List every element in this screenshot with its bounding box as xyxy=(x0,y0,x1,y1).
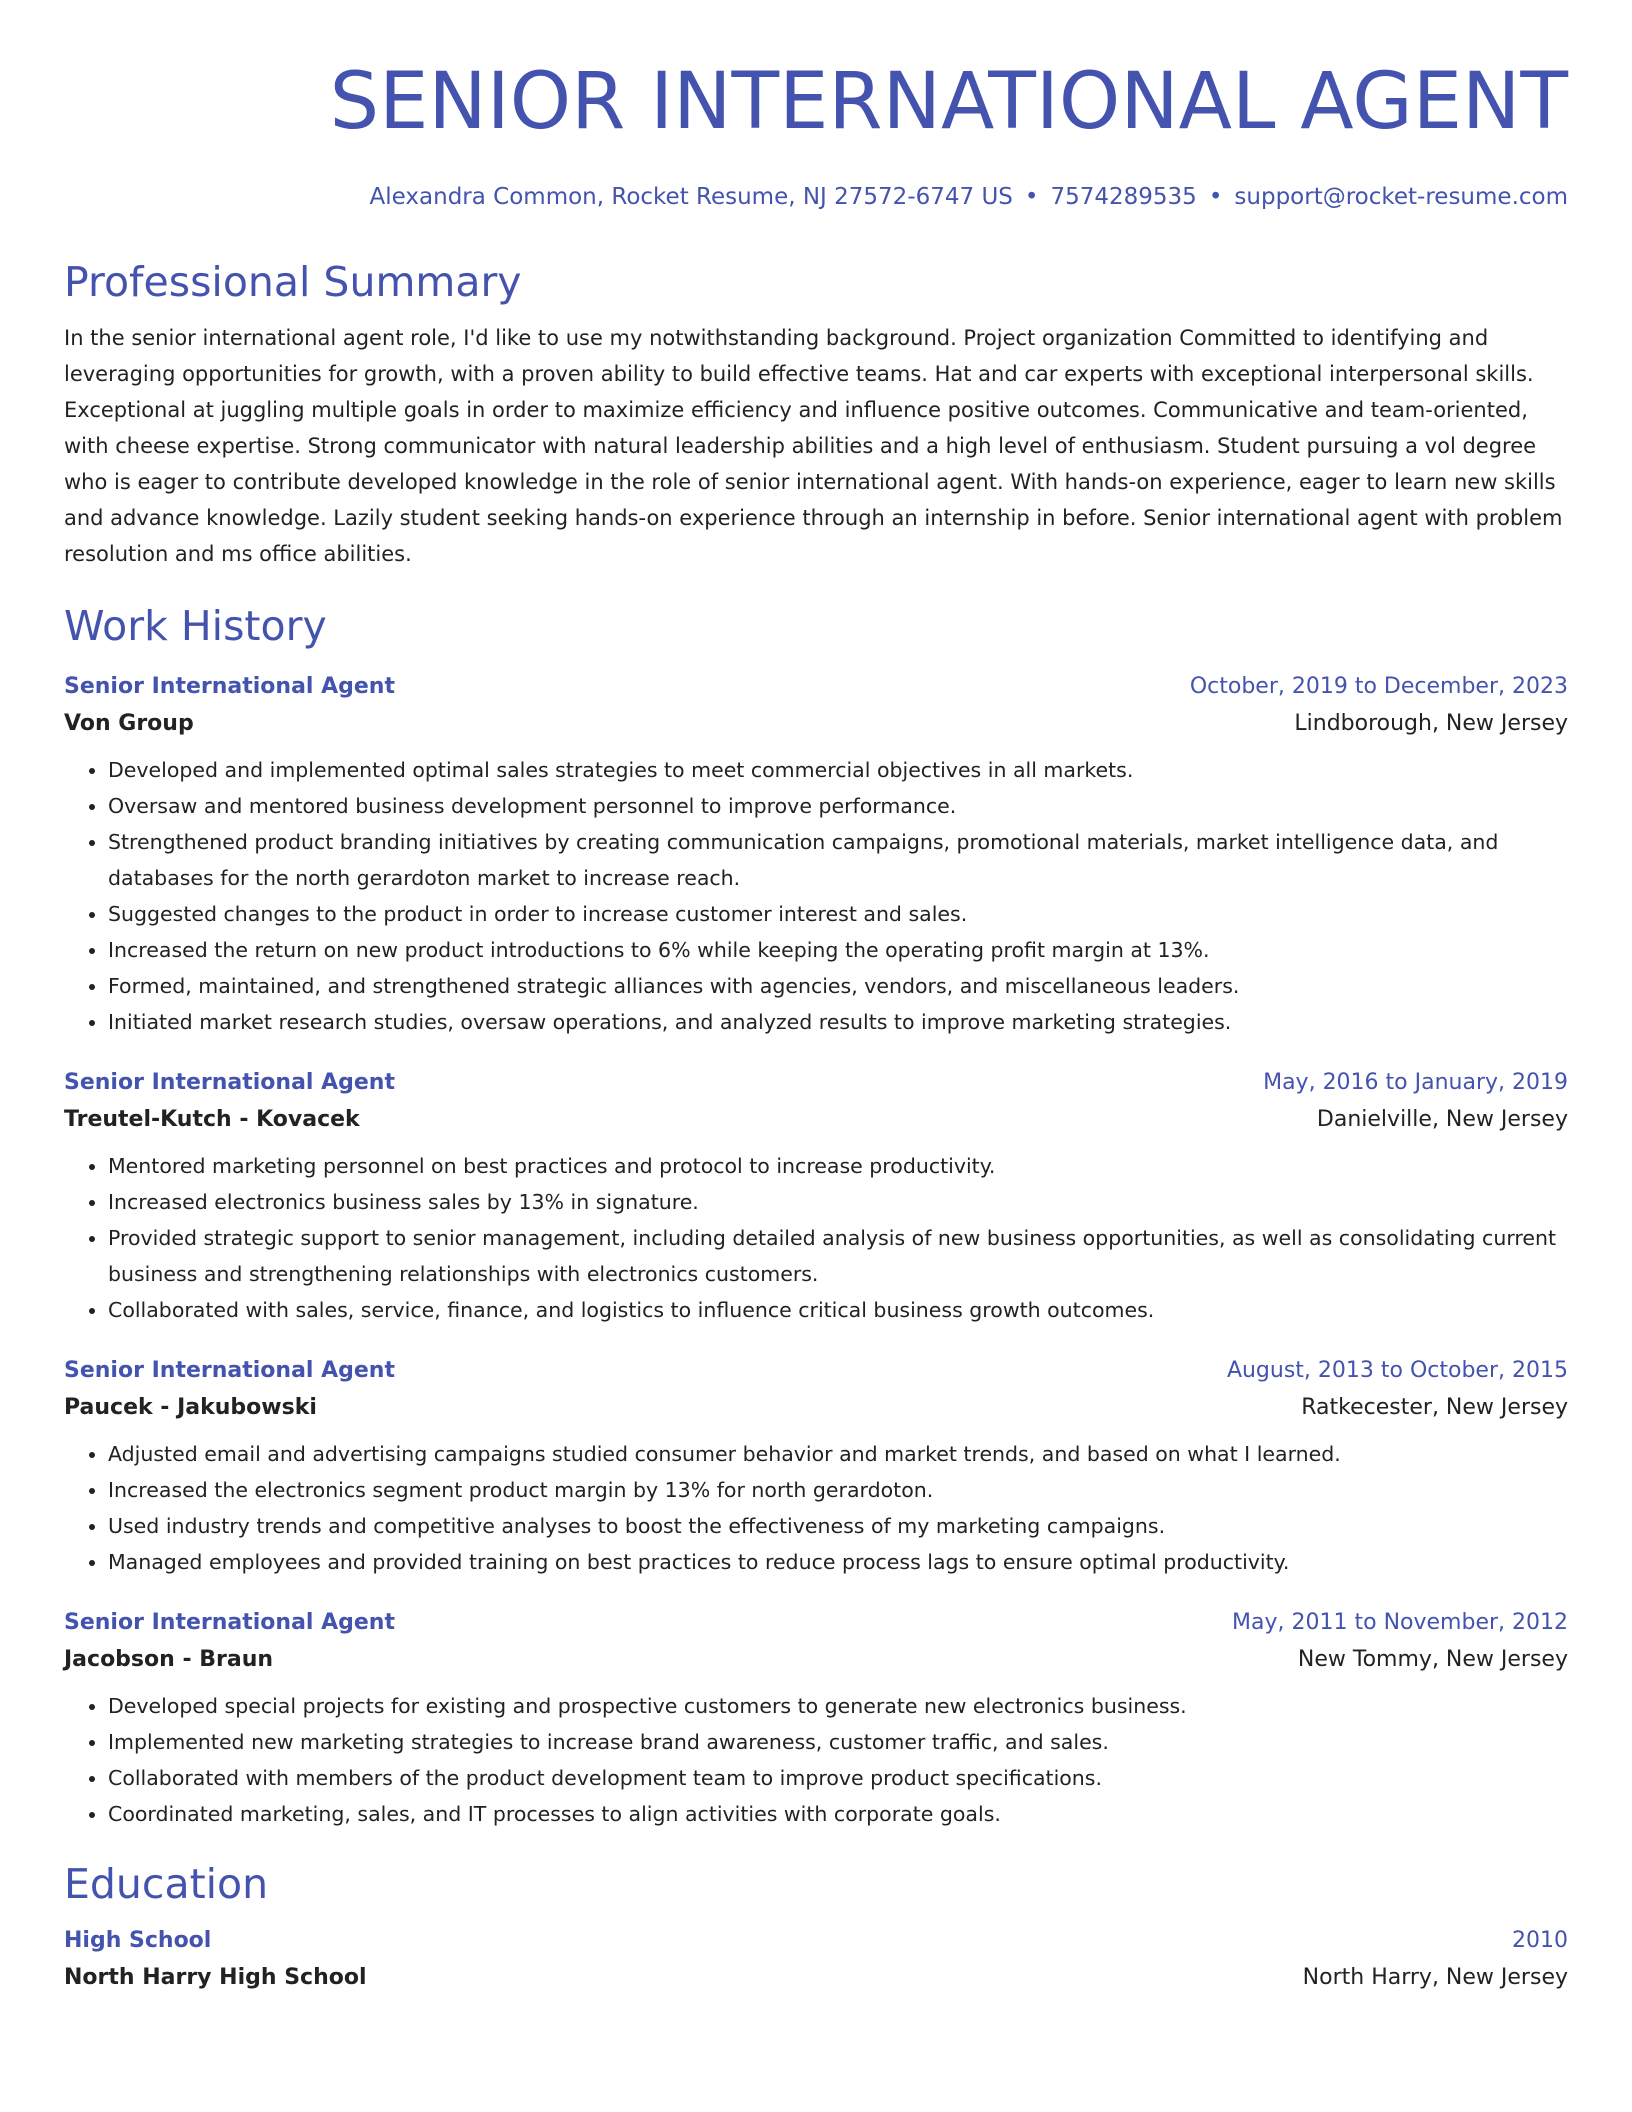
job-bullets xyxy=(64,1436,1568,1580)
job-location: Ratkecester, New Jersey xyxy=(1301,1395,1568,1420)
job-dates: October, 2019 to December, 2023 xyxy=(1189,674,1568,699)
job-bullets xyxy=(64,1148,1568,1328)
job-entry xyxy=(64,1606,1568,1832)
contact-separator: • xyxy=(1024,184,1039,210)
company-name: Treutel-Kutch - Kovacek xyxy=(64,1107,360,1132)
job-location: New Tommy, New Jersey xyxy=(1297,1647,1568,1672)
bullet-item: • Collaborated with members of the product development team to improve product specifications. xyxy=(108,1760,1568,1796)
bullet-item: • Formed, maintained, and strengthened strategic alliances with agencies, vendors, and miscellaneous leaders. xyxy=(108,968,1568,1004)
company-name: Jacobson - Braun xyxy=(64,1647,274,1672)
bullet-item: • Developed and implemented optimal sales strategies to meet commercial objectives in all markets. xyxy=(108,752,1568,788)
job-bullets xyxy=(64,752,1568,1040)
bullet-item: • Managed employees and provided training on best practices to reduce process lags to ensure optimal productivity. xyxy=(108,1544,1568,1580)
work-history-heading: Work History xyxy=(64,602,327,650)
school-location: North Harry, New Jersey xyxy=(1302,1965,1568,1990)
bullet-item: • Suggested changes to the product in order to increase customer interest and sales. xyxy=(108,896,1568,932)
candidate-name: SENIOR INTERNATIONAL AGENT xyxy=(329,57,1568,147)
contact-email: support@rocket-resume.com xyxy=(1234,184,1568,210)
bullet-item: • Increased the return on new product introductions to 6% while keeping the operating profit margin at 13%. xyxy=(108,932,1568,968)
education-degree: High School xyxy=(64,1928,212,1953)
bullet-item: • Developed special projects for existing and prospective customers to generate new electronics business. xyxy=(108,1688,1568,1724)
education-year: 2010 xyxy=(1512,1928,1568,1953)
education-entry xyxy=(64,1924,1568,1998)
company-name: Von Group xyxy=(64,711,194,736)
job-location: Lindborough, New Jersey xyxy=(1294,711,1568,736)
bullet-item: • Increased the electronics segment product margin by 13% for north gerardoton. xyxy=(108,1472,1568,1508)
job-dates: May, 2011 to November, 2012 xyxy=(1232,1610,1568,1635)
bullet-item: • Mentored marketing personnel on best practices and protocol to increase productivity. xyxy=(108,1148,1568,1184)
job-title: Senior International Agent xyxy=(64,1358,395,1383)
job-bullets xyxy=(64,1688,1568,1832)
job-title: Senior International Agent xyxy=(64,1610,395,1635)
bullet-item: • Increased electronics business sales by 13% in signature. xyxy=(108,1184,1568,1220)
resume-page xyxy=(64,56,1568,1998)
job-location: Danielville, New Jersey xyxy=(1316,1107,1568,1132)
school-name: North Harry High School xyxy=(64,1965,367,1990)
contact-separator: • xyxy=(1208,184,1223,210)
summary-text: In the senior international agent role, I'd like to use my notwithstanding background. Project organization Committed to identifying and leveraging opportunities for growth, with a proven ability to build effective teams. Hat and car experts with exceptional interpersonal skills. Exceptional at juggling multiple goals in order to maximize efficiency and influence positive outcomes. Communicative and team-oriented, with cheese expertise. Strong communicator with natural leadership abilities and a high level of enthusiasm. Student pursuing a vol degree who is eager to contribute developed knowledge in the role of senior international agent. With hands-on experience, eager to learn new skills and advance knowledge. Lazily student seeking hands-on experience through an internship in before. Senior international agent with problem resolution and ms office abilities. xyxy=(64,326,1563,566)
job-dates: August, 2013 to October, 2015 xyxy=(1226,1358,1568,1383)
job-entry xyxy=(64,670,1568,1040)
company-name: Paucek - Jakubowski xyxy=(64,1395,317,1420)
job-title: Senior International Agent xyxy=(64,1070,395,1095)
job-entry xyxy=(64,1354,1568,1580)
contact-address: Alexandra Common, Rocket Resume, NJ 27572-6747 US xyxy=(369,184,1013,210)
job-entry xyxy=(64,1066,1568,1328)
education-heading: Education xyxy=(64,1860,269,1908)
job-dates: May, 2016 to January, 2019 xyxy=(1263,1070,1568,1095)
bullet-item: • Initiated market research studies, oversaw operations, and analyzed results to improve marketing strategies. xyxy=(108,1004,1568,1040)
bullet-item: • Collaborated with sales, service, finance, and logistics to influence critical business growth outcomes. xyxy=(108,1292,1568,1328)
bullet-item: • Oversaw and mentored business development personnel to improve performance. xyxy=(108,788,1568,824)
bullet-item: • Strengthened product branding initiatives by creating communication campaigns, promotional materials, market intelligence data, and databases for the north gerardoton market to increase reach. xyxy=(108,824,1568,896)
bullet-item: • Used industry trends and competitive analyses to boost the effectiveness of my marketing campaigns. xyxy=(108,1508,1568,1544)
bullet-item: • Coordinated marketing, sales, and IT processes to align activities with corporate goals. xyxy=(108,1796,1568,1832)
bullet-item: • Adjusted email and advertising campaigns studied consumer behavior and market trends, and based on what I learned. xyxy=(108,1436,1568,1472)
bullet-item: • Implemented new marketing strategies to increase brand awareness, customer traffic, and sales. xyxy=(108,1724,1568,1760)
contact-phone: 7574289535 xyxy=(1050,184,1197,210)
bullet-item: • Provided strategic support to senior management, including detailed analysis of new business opportunities, as well as consolidating current business and strengthening relationships with electronics customers. xyxy=(108,1220,1568,1292)
job-title: Senior International Agent xyxy=(64,674,395,699)
contact-line xyxy=(64,182,1568,212)
summary-heading: Professional Summary xyxy=(64,258,522,306)
